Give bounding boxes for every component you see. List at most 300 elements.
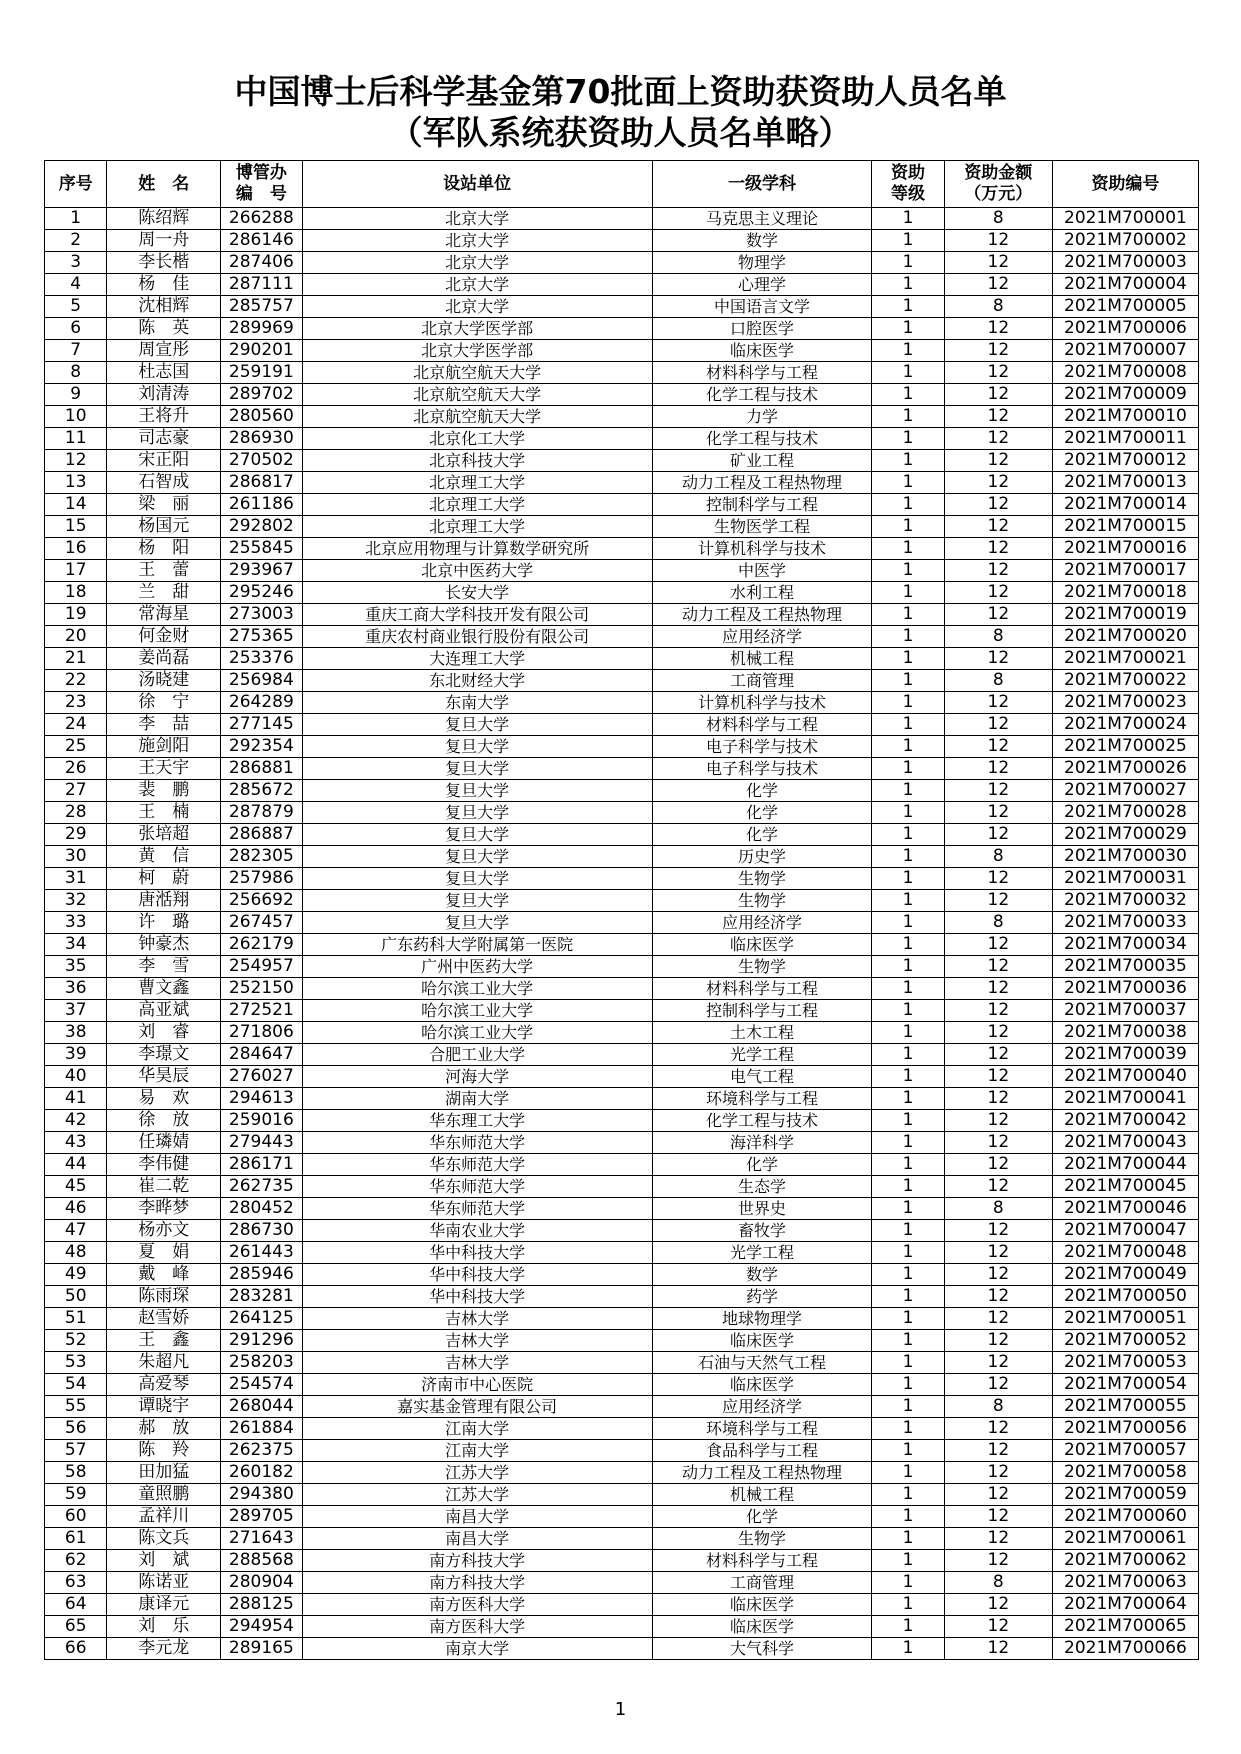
cell-grade: 1: [872, 780, 944, 802]
cell-amount: 8: [944, 626, 1052, 648]
cell-index: 19: [45, 604, 107, 626]
cell-name: 钟豪杰: [107, 934, 221, 956]
cell-amount: 12: [944, 1154, 1052, 1176]
cell-index: 17: [45, 560, 107, 582]
cell-institution: 哈尔滨工业大学: [302, 978, 652, 1000]
cell-office-id: 283281: [221, 1286, 302, 1308]
cell-amount: 8: [944, 1198, 1052, 1220]
cell-office-id: 262735: [221, 1176, 302, 1198]
cell-grade: 1: [872, 692, 944, 714]
cell-grade: 1: [872, 1176, 944, 1198]
table-row: [45, 868, 1199, 890]
cell-discipline: 生物学: [652, 890, 872, 912]
cell-grade: 1: [872, 604, 944, 626]
cell-name: 裴 鹏: [107, 780, 221, 802]
table-row: [45, 1462, 1199, 1484]
table-row: [45, 1220, 1199, 1242]
table-row: [45, 494, 1199, 516]
cell-discipline: 数学: [652, 1264, 872, 1286]
table-row: [45, 1440, 1199, 1462]
cell-grant-id: 2021M700033: [1052, 912, 1198, 934]
cell-name: 杨 佳: [107, 274, 221, 296]
table-row: [45, 978, 1199, 1000]
cell-institution: 复旦大学: [302, 802, 652, 824]
cell-grant-id: 2021M700058: [1052, 1462, 1198, 1484]
cell-institution: 华中科技大学: [302, 1286, 652, 1308]
cell-name: 童照鹏: [107, 1484, 221, 1506]
table-row: [45, 802, 1199, 824]
table-row: [45, 1154, 1199, 1176]
cell-index: 58: [45, 1462, 107, 1484]
table-row: [45, 296, 1199, 318]
cell-grant-id: 2021M700027: [1052, 780, 1198, 802]
cell-grade: 1: [872, 406, 944, 428]
cell-grant-id: 2021M700003: [1052, 252, 1198, 274]
cell-grade: 1: [872, 934, 944, 956]
cell-name: 郝 放: [107, 1418, 221, 1440]
cell-name: 石智成: [107, 472, 221, 494]
cell-amount: 12: [944, 362, 1052, 384]
cell-grant-id: 2021M700049: [1052, 1264, 1198, 1286]
cell-grade: 1: [872, 1418, 944, 1440]
cell-name: 李长楷: [107, 252, 221, 274]
cell-office-id: 292354: [221, 736, 302, 758]
cell-grant-id: 2021M700021: [1052, 648, 1198, 670]
table-row: [45, 384, 1199, 406]
cell-grant-id: 2021M700009: [1052, 384, 1198, 406]
cell-grade: 1: [872, 736, 944, 758]
cell-grade: 1: [872, 1396, 944, 1418]
cell-discipline: 地球物理学: [652, 1308, 872, 1330]
cell-grade: 1: [872, 846, 944, 868]
cell-grade: 1: [872, 1506, 944, 1528]
cell-institution: 华东理工大学: [302, 1110, 652, 1132]
cell-amount: 12: [944, 1176, 1052, 1198]
cell-institution: 南方科技大学: [302, 1550, 652, 1572]
cell-institution: 北京大学: [302, 230, 652, 252]
cell-name: 杜志国: [107, 362, 221, 384]
cell-discipline: 应用经济学: [652, 626, 872, 648]
cell-grade: 1: [872, 450, 944, 472]
cell-index: 40: [45, 1066, 107, 1088]
cell-grant-id: 2021M700034: [1052, 934, 1198, 956]
cell-index: 32: [45, 890, 107, 912]
cell-discipline: 电气工程: [652, 1066, 872, 1088]
cell-discipline: 马克思主义理论: [652, 208, 872, 230]
cell-grant-id: 2021M700016: [1052, 538, 1198, 560]
cell-name: 王 楠: [107, 802, 221, 824]
cell-grade: 1: [872, 340, 944, 362]
cell-office-id: 290201: [221, 340, 302, 362]
cell-institution: 复旦大学: [302, 824, 652, 846]
cell-institution: 河海大学: [302, 1066, 652, 1088]
cell-index: 13: [45, 472, 107, 494]
cell-grant-id: 2021M700015: [1052, 516, 1198, 538]
cell-name: 刘 斌: [107, 1550, 221, 1572]
cell-amount: 12: [944, 604, 1052, 626]
cell-office-id: 256984: [221, 670, 302, 692]
cell-office-id: 271806: [221, 1022, 302, 1044]
cell-discipline: 化学: [652, 1154, 872, 1176]
table-row: [45, 406, 1199, 428]
table-row: [45, 1550, 1199, 1572]
cell-amount: 12: [944, 1462, 1052, 1484]
cell-institution: 东北财经大学: [302, 670, 652, 692]
cell-index: 8: [45, 362, 107, 384]
cell-name: 孟祥川: [107, 1506, 221, 1528]
cell-grade: 1: [872, 208, 944, 230]
cell-grant-id: 2021M700019: [1052, 604, 1198, 626]
cell-name: 崔二乾: [107, 1176, 221, 1198]
cell-amount: 12: [944, 1088, 1052, 1110]
header-col-discipline: [652, 161, 872, 208]
cell-grant-id: 2021M700041: [1052, 1088, 1198, 1110]
table-row: [45, 912, 1199, 934]
cell-amount: 12: [944, 560, 1052, 582]
table-row: [45, 560, 1199, 582]
cell-office-id: 259191: [221, 362, 302, 384]
header-col-office-id: [221, 161, 302, 208]
cell-office-id: 262179: [221, 934, 302, 956]
cell-grade: 1: [872, 582, 944, 604]
table-row: [45, 1484, 1199, 1506]
cell-discipline: 化学工程与技术: [652, 428, 872, 450]
cell-office-id: 255845: [221, 538, 302, 560]
cell-index: 37: [45, 1000, 107, 1022]
cell-grant-id: 2021M700039: [1052, 1044, 1198, 1066]
cell-amount: 12: [944, 1110, 1052, 1132]
cell-office-id: 286887: [221, 824, 302, 846]
cell-discipline: 材料科学与工程: [652, 978, 872, 1000]
cell-name: 徐 宁: [107, 692, 221, 714]
table-row: [45, 472, 1199, 494]
cell-discipline: 生物医学工程: [652, 516, 872, 538]
recipients-table: [44, 160, 1199, 1660]
cell-institution: 湖南大学: [302, 1088, 652, 1110]
cell-index: 36: [45, 978, 107, 1000]
header-col-amount: [944, 161, 1052, 208]
cell-institution: 复旦大学: [302, 714, 652, 736]
cell-grant-id: 2021M700051: [1052, 1308, 1198, 1330]
cell-institution: 北京航空航天大学: [302, 406, 652, 428]
cell-institution: 北京化工大学: [302, 428, 652, 450]
cell-institution: 江南大学: [302, 1440, 652, 1462]
header-line: 资助编号: [1091, 173, 1160, 194]
cell-grade: 1: [872, 1110, 944, 1132]
table-row: [45, 274, 1199, 296]
cell-name: 陈绍辉: [107, 208, 221, 230]
cell-office-id: 271643: [221, 1528, 302, 1550]
cell-index: 31: [45, 868, 107, 890]
cell-office-id: 259016: [221, 1110, 302, 1132]
cell-name: 陈 英: [107, 318, 221, 340]
cell-discipline: 动力工程及工程热物理: [652, 604, 872, 626]
table-body: [45, 208, 1199, 1660]
cell-office-id: 286171: [221, 1154, 302, 1176]
cell-institution: 北京大学医学部: [302, 340, 652, 362]
cell-office-id: 286817: [221, 472, 302, 494]
cell-name: 朱超凡: [107, 1352, 221, 1374]
cell-index: 4: [45, 274, 107, 296]
cell-grade: 1: [872, 1286, 944, 1308]
table-row: [45, 516, 1199, 538]
cell-grant-id: 2021M700043: [1052, 1132, 1198, 1154]
table-row: [45, 362, 1199, 384]
cell-grant-id: 2021M700064: [1052, 1594, 1198, 1616]
cell-office-id: 256692: [221, 890, 302, 912]
cell-institution: 北京理工大学: [302, 516, 652, 538]
cell-institution: 复旦大学: [302, 780, 652, 802]
cell-office-id: 286730: [221, 1220, 302, 1242]
cell-name: 王 蕾: [107, 560, 221, 582]
cell-grant-id: 2021M700023: [1052, 692, 1198, 714]
cell-grant-id: 2021M700018: [1052, 582, 1198, 604]
cell-institution: 江南大学: [302, 1418, 652, 1440]
cell-grade: 1: [872, 362, 944, 384]
cell-office-id: 285946: [221, 1264, 302, 1286]
cell-index: 47: [45, 1220, 107, 1242]
cell-institution: 大连理工大学: [302, 648, 652, 670]
cell-index: 42: [45, 1110, 107, 1132]
cell-discipline: 临床医学: [652, 1374, 872, 1396]
cell-grant-id: 2021M700057: [1052, 1440, 1198, 1462]
cell-office-id: 264125: [221, 1308, 302, 1330]
cell-name: 谭晓宇: [107, 1396, 221, 1418]
cell-amount: 12: [944, 1264, 1052, 1286]
cell-discipline: 生物学: [652, 868, 872, 890]
cell-name: 王 鑫: [107, 1330, 221, 1352]
cell-grant-id: 2021M700046: [1052, 1198, 1198, 1220]
cell-office-id: 267457: [221, 912, 302, 934]
cell-grade: 1: [872, 912, 944, 934]
cell-grade: 1: [872, 538, 944, 560]
cell-amount: 12: [944, 780, 1052, 802]
cell-name: 陈雨琛: [107, 1286, 221, 1308]
cell-grant-id: 2021M700066: [1052, 1638, 1198, 1660]
cell-grade: 1: [872, 824, 944, 846]
cell-discipline: 机械工程: [652, 1484, 872, 1506]
cell-office-id: 291296: [221, 1330, 302, 1352]
cell-grade: 1: [872, 978, 944, 1000]
cell-discipline: 中医学: [652, 560, 872, 582]
cell-discipline: 临床医学: [652, 1330, 872, 1352]
cell-grade: 1: [872, 1440, 944, 1462]
table-row: [45, 450, 1199, 472]
cell-grade: 1: [872, 1132, 944, 1154]
table-row: [45, 1330, 1199, 1352]
cell-index: 14: [45, 494, 107, 516]
cell-index: 11: [45, 428, 107, 450]
cell-grade: 1: [872, 252, 944, 274]
table-row: [45, 1374, 1199, 1396]
table-row: [45, 1264, 1199, 1286]
cell-name: 周宣彤: [107, 340, 221, 362]
cell-name: 戴 峰: [107, 1264, 221, 1286]
cell-institution: 南昌大学: [302, 1528, 652, 1550]
header-line: 资助: [891, 163, 926, 183]
cell-index: 24: [45, 714, 107, 736]
cell-grade: 1: [872, 1154, 944, 1176]
cell-office-id: 285672: [221, 780, 302, 802]
cell-grade: 1: [872, 1374, 944, 1396]
cell-grade: 1: [872, 1572, 944, 1594]
table-row: [45, 604, 1199, 626]
cell-discipline: 环境科学与工程: [652, 1418, 872, 1440]
cell-office-id: 284647: [221, 1044, 302, 1066]
cell-discipline: 电子科学与技术: [652, 758, 872, 780]
cell-name: 杨国元: [107, 516, 221, 538]
cell-index: 45: [45, 1176, 107, 1198]
table-row: [45, 648, 1199, 670]
cell-grade: 1: [872, 1462, 944, 1484]
cell-index: 55: [45, 1396, 107, 1418]
page-subtitle: （军队系统获资助人员名单略）: [389, 113, 852, 152]
cell-name: 姜尚磊: [107, 648, 221, 670]
cell-amount: 12: [944, 934, 1052, 956]
cell-grant-id: 2021M700024: [1052, 714, 1198, 736]
cell-discipline: 控制科学与工程: [652, 494, 872, 516]
cell-name: 高亚斌: [107, 1000, 221, 1022]
cell-amount: 8: [944, 670, 1052, 692]
cell-grant-id: 2021M700054: [1052, 1374, 1198, 1396]
cell-office-id: 286146: [221, 230, 302, 252]
cell-grade: 1: [872, 516, 944, 538]
table-row: [45, 318, 1199, 340]
cell-institution: 南方医科大学: [302, 1594, 652, 1616]
cell-index: 2: [45, 230, 107, 252]
cell-discipline: 畜牧学: [652, 1220, 872, 1242]
cell-name: 王天宇: [107, 758, 221, 780]
cell-amount: 12: [944, 868, 1052, 890]
cell-grade: 1: [872, 1550, 944, 1572]
cell-amount: 12: [944, 516, 1052, 538]
header-line: 姓 名: [138, 173, 190, 194]
cell-grade: 1: [872, 230, 944, 252]
cell-name: 司志豪: [107, 428, 221, 450]
cell-grade: 1: [872, 472, 944, 494]
cell-institution: 华南农业大学: [302, 1220, 652, 1242]
cell-discipline: 土木工程: [652, 1022, 872, 1044]
cell-grant-id: 2021M700025: [1052, 736, 1198, 758]
cell-amount: 12: [944, 736, 1052, 758]
cell-name: 沈相辉: [107, 296, 221, 318]
cell-grade: 1: [872, 1352, 944, 1374]
cell-grade: 1: [872, 890, 944, 912]
cell-discipline: 化学: [652, 802, 872, 824]
cell-grade: 1: [872, 1616, 944, 1638]
cell-grant-id: 2021M700050: [1052, 1286, 1198, 1308]
table-row: [45, 824, 1199, 846]
cell-grant-id: 2021M700037: [1052, 1000, 1198, 1022]
cell-office-id: 266288: [221, 208, 302, 230]
table-row: [45, 736, 1199, 758]
cell-amount: 12: [944, 1528, 1052, 1550]
cell-name: 李伟健: [107, 1154, 221, 1176]
table-row: [45, 1418, 1199, 1440]
cell-index: 63: [45, 1572, 107, 1594]
cell-name: 陈文兵: [107, 1528, 221, 1550]
cell-grade: 1: [872, 494, 944, 516]
cell-grant-id: 2021M700032: [1052, 890, 1198, 912]
cell-index: 44: [45, 1154, 107, 1176]
cell-discipline: 心理学: [652, 274, 872, 296]
cell-amount: 8: [944, 1396, 1052, 1418]
cell-grade: 1: [872, 1638, 944, 1660]
cell-amount: 8: [944, 912, 1052, 934]
header-col-institution: [302, 161, 652, 208]
cell-index: 48: [45, 1242, 107, 1264]
cell-office-id: 289702: [221, 384, 302, 406]
cell-discipline: 电子科学与技术: [652, 736, 872, 758]
cell-grant-id: 2021M700059: [1052, 1484, 1198, 1506]
cell-amount: 12: [944, 1308, 1052, 1330]
table-row: [45, 1594, 1199, 1616]
cell-discipline: 环境科学与工程: [652, 1088, 872, 1110]
cell-amount: 8: [944, 208, 1052, 230]
cell-institution: 复旦大学: [302, 890, 652, 912]
table-row: [45, 1638, 1199, 1660]
cell-office-id: 294613: [221, 1088, 302, 1110]
cell-grade: 1: [872, 1022, 944, 1044]
cell-amount: 12: [944, 494, 1052, 516]
cell-name: 李 雪: [107, 956, 221, 978]
cell-discipline: 工商管理: [652, 670, 872, 692]
cell-discipline: 光学工程: [652, 1242, 872, 1264]
cell-institution: 合肥工业大学: [302, 1044, 652, 1066]
cell-index: 43: [45, 1132, 107, 1154]
cell-discipline: 控制科学与工程: [652, 1000, 872, 1022]
cell-grant-id: 2021M700061: [1052, 1528, 1198, 1550]
header-col-grade: [872, 161, 944, 208]
cell-index: 64: [45, 1594, 107, 1616]
cell-index: 6: [45, 318, 107, 340]
table-row: [45, 692, 1199, 714]
cell-grant-id: 2021M700038: [1052, 1022, 1198, 1044]
cell-name: 黄 信: [107, 846, 221, 868]
cell-grant-id: 2021M700007: [1052, 340, 1198, 362]
cell-office-id: 294954: [221, 1616, 302, 1638]
cell-institution: 北京大学: [302, 296, 652, 318]
cell-index: 56: [45, 1418, 107, 1440]
cell-institution: 北京理工大学: [302, 472, 652, 494]
cell-index: 33: [45, 912, 107, 934]
cell-institution: 华东师范大学: [302, 1132, 652, 1154]
cell-discipline: 化学工程与技术: [652, 384, 872, 406]
cell-discipline: 材料科学与工程: [652, 362, 872, 384]
cell-office-id: 289705: [221, 1506, 302, 1528]
cell-institution: 北京科技大学: [302, 450, 652, 472]
cell-office-id: 282305: [221, 846, 302, 868]
cell-office-id: 288568: [221, 1550, 302, 1572]
cell-amount: 8: [944, 1572, 1052, 1594]
table-row: [45, 956, 1199, 978]
table-row: [45, 714, 1199, 736]
cell-institution: 复旦大学: [302, 846, 652, 868]
cell-grade: 1: [872, 1308, 944, 1330]
cell-discipline: 动力工程及工程热物理: [652, 1462, 872, 1484]
cell-grant-id: 2021M700013: [1052, 472, 1198, 494]
cell-name: 田加猛: [107, 1462, 221, 1484]
cell-discipline: 大气科学: [652, 1638, 872, 1660]
cell-name: 刘清涛: [107, 384, 221, 406]
cell-name: 陈 羚: [107, 1440, 221, 1462]
cell-office-id: 287111: [221, 274, 302, 296]
cell-discipline: 临床医学: [652, 934, 872, 956]
cell-amount: 12: [944, 1440, 1052, 1462]
cell-office-id: 268044: [221, 1396, 302, 1418]
page-number: 1: [614, 1699, 627, 1720]
cell-name: 李 喆: [107, 714, 221, 736]
